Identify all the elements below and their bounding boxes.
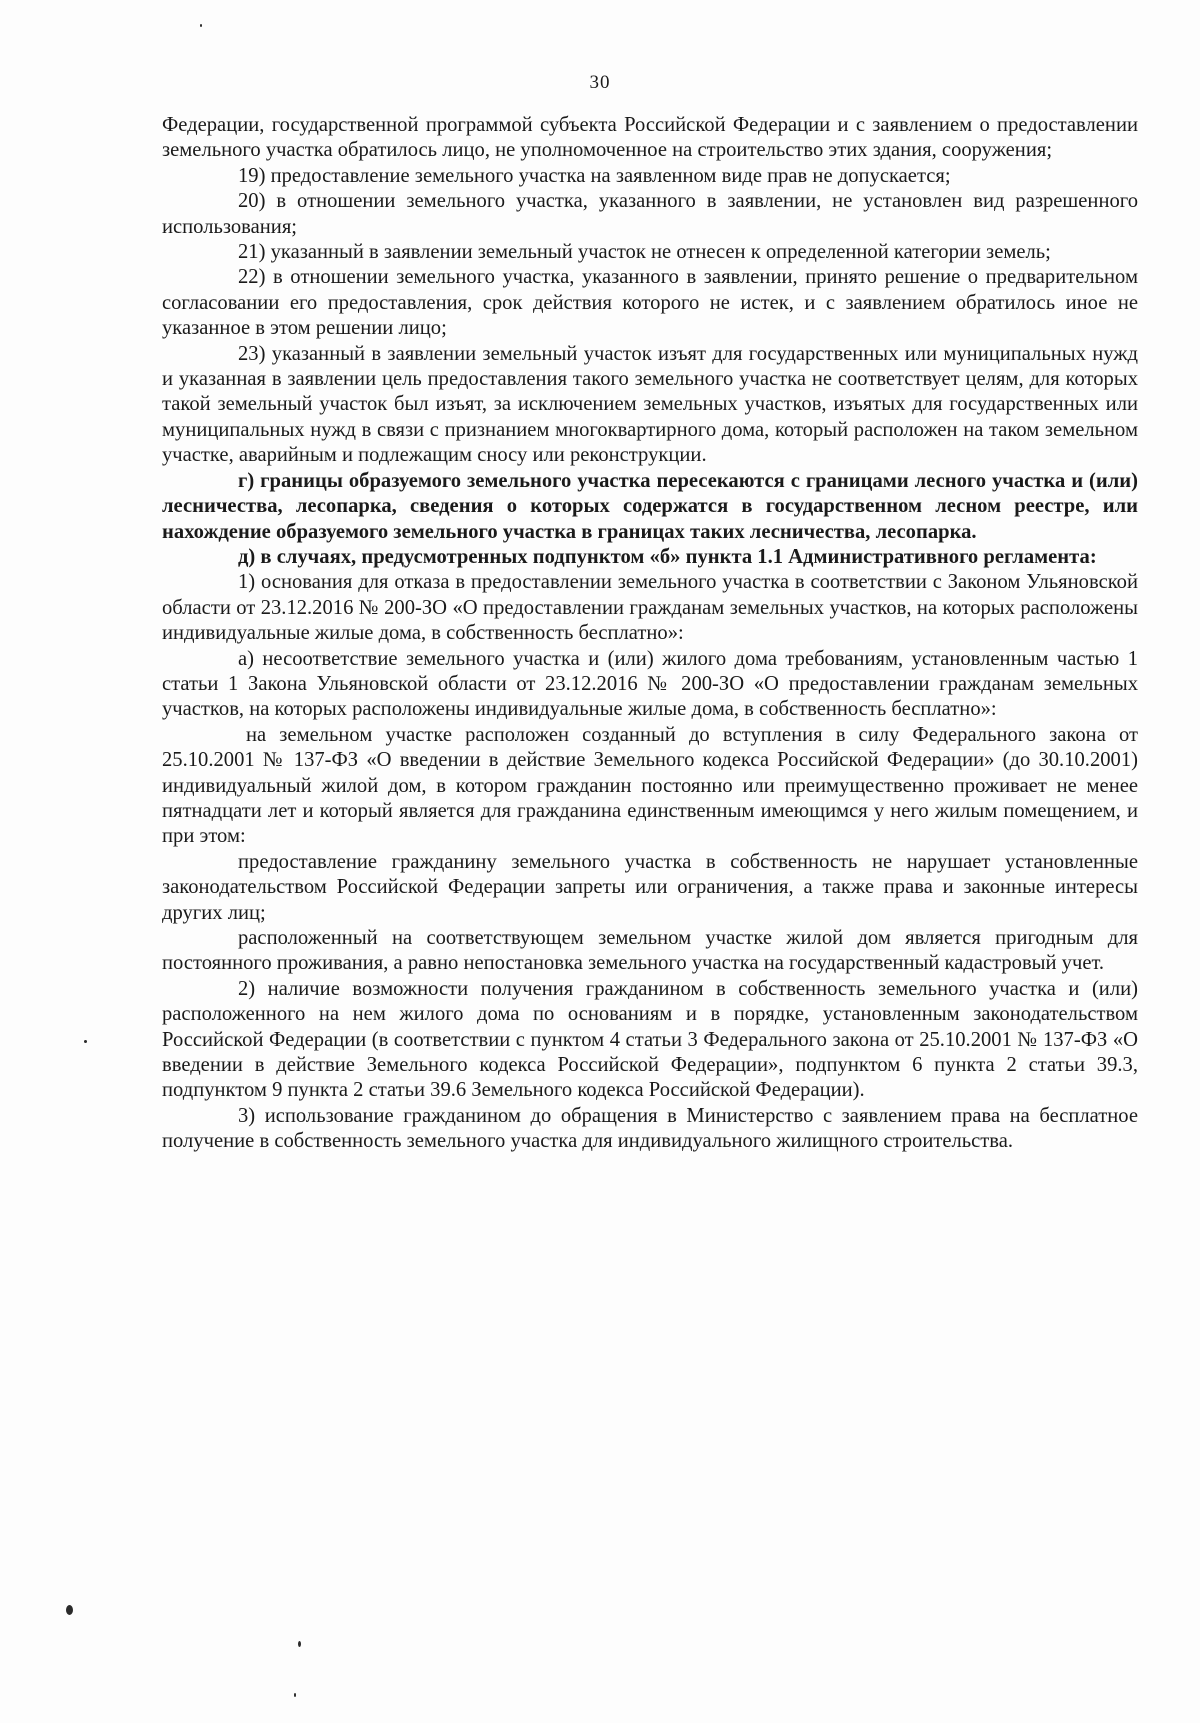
scan-speck [200, 24, 202, 27]
paragraph-no-violation: предоставление гражданину земельного участка в собственность не нарушает установленные законодательством Российской Федерации запреты или ограничения, а также права и законные интересы других лиц; [162, 850, 1138, 924]
paragraph-item-d: д) в случаях, предусмотренных подпунктом «б» пункта 1.1 Административного регламента: [238, 545, 1097, 568]
scan-speck [84, 1040, 87, 1043]
scan-speck [66, 1605, 73, 1615]
scan-speck [298, 1641, 301, 1647]
document-body [162, 113, 1138, 1155]
paragraph-habitable: расположенный на соответствующем земельном участке жилой дом является пригодным для постоянного проживания, а равно непостановка земельного участка на государственный кадастровый учет. [162, 927, 1138, 975]
paragraph-reason-2: 2) наличие возможности получения гражданином в собственность земельного участка и (или) расположенного на нем жилого дома по основаниям и в порядке, установленным законодательством Российской Федерации (в соответствии с пунктом 4 статьи 3 Федерального закона от 25.10.2001 № 137-ФЗ «О введении в действие Земельного кодекса Российской Федерации», подпунктом 6 пункта 2 статьи 39.3, подпунктом 9 пункта 2 статьи 39.6 Земельного кодекса Российской Федерации). [162, 977, 1138, 1102]
scan-speck [294, 1693, 296, 1697]
paragraph-item-23: 23) указанный в заявлении земельный участок изъят для государственных или муниципальных нужд и указанная в заявлении цель предоставления такого земельного участка не соответствует целям, для которых такой земельный участок был изъят, за исключением земельных участков, изъятых для государственных или муниципальных нужд в связи с признанием многоквартирного дома, который расположен на таком земельном участке, аварийным и подлежащим сносу или реконструкции. [162, 342, 1138, 467]
paragraph-reason-3: 3) использование гражданином до обращения в Министерство с заявлением права на бесплатное получение в собственность земельного участка для индивидуального жилищного строительства. [162, 1104, 1138, 1153]
paragraph-reason-1: 1) основания для отказа в предоставлении земельного участка в соответствии с Законом Ульяновской области от 23.12.2016 № 200-ЗО «О предоставлении гражданам земельных участков, на которых расположены индивидуальные жилые дома, в собственность бесплатно»: [162, 571, 1138, 645]
paragraph-item-22: 22) в отношении земельного участка, указанного в заявлении, принято решение о предварительном согласовании его предоставления, срок действия которого не истек, и с заявлением обратилось иное не указанное в этом решении лицо; [162, 266, 1138, 340]
paragraph-house-condition: на земельном участке расположен созданный до вступления в силу Федерального закона от 25.10.2001 № 137-ФЗ «О введении в действие Земельного кодекса Российской Федерации» (до 30.10.2001) индивидуальный жилой дом, в котором гражданин постоянно или преимущественно проживает не менее пятнадцати лет и который является для гражданина единственным имеющимся у него жилым помещением, и при этом: [162, 723, 1138, 848]
paragraph-item-g: г) границы образуемого земельного участка пересекаются с границами лесного участка и (или) лесничества, лесопарка, сведения о которых содержатся в государственном лесном реестре, или нахождение образуемого земельного участка в границах таких лесничества, лесопарка. [162, 469, 1138, 543]
paragraph-item-20: 20) в отношении земельного участка, указанного в заявлении, не установлен вид разрешенного использования; [162, 190, 1138, 238]
page-number: 30 [589, 72, 611, 93]
paragraph-continuation: Федерации, государственной программой субъекта Российской Федерации и с заявлением о предоставлении земельного участка обратилось лицо, не уполномоченное на строительство этих здания, сооружения; [162, 114, 1138, 162]
paragraph-subitem-a: а) несоответствие земельного участка и (или) жилого дома требованиям, установленным частью 1 статьи 1 Закона Ульяновской области от 23.12.2016 № 200-ЗО «О предоставлении гражданам земельных участков, на которых расположены индивидуальные жилые дома, в собственность бесплатно»: [162, 647, 1138, 721]
paragraph-item-21: 21) указанный в заявлении земельный участок не отнесен к определенной категории земель; [238, 241, 1051, 264]
paragraph-item-19: 19) предоставление земельного участка на заявленном виде прав не допускается; [238, 164, 951, 187]
